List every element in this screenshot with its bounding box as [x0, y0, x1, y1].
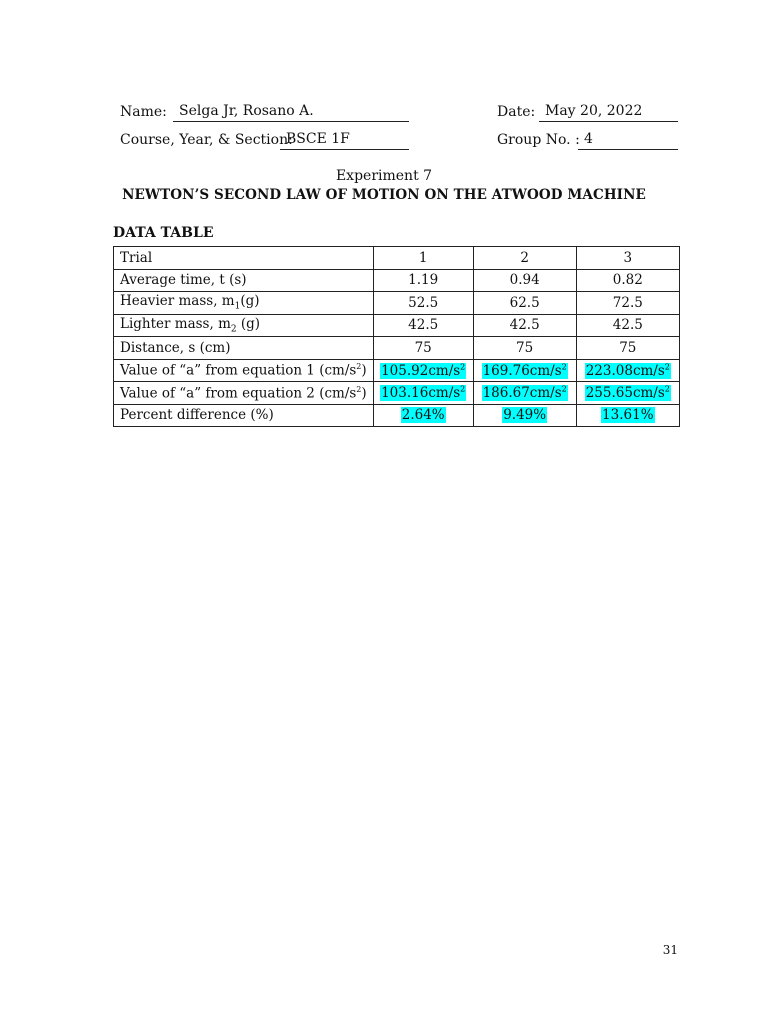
- name-label: Name:: [120, 104, 167, 120]
- course-field[interactable]: BSCE 1F: [280, 131, 409, 150]
- row-value-trial-3: 0.82: [576, 269, 679, 292]
- experiment-title: NEWTON’S SECOND LAW OF MOTION ON THE ATWOOD MACHINE: [122, 187, 646, 203]
- row-value-trial-1: 1.19: [373, 269, 473, 292]
- row-value-trial-3: $255.65cm/s^2$: [576, 382, 679, 405]
- row-label: Percent difference (%): [114, 404, 374, 427]
- row-label: Value of “a” from equation 2 $(cm/s^2)$: [114, 382, 374, 405]
- row-label: Value of “a” from equation 1 $(cm/s^2)$: [114, 359, 374, 382]
- table-row: [114, 382, 680, 405]
- table-row: [114, 404, 680, 427]
- row-label: Lighter mass, $m_2$ (g): [114, 314, 374, 337]
- experiment-number: Experiment 7: [335, 168, 433, 184]
- row-value-trial-1: 52.5: [373, 292, 473, 315]
- row-value-trial-2: 42.5: [473, 314, 576, 337]
- header-cell-trial: Trial: [114, 247, 374, 270]
- table-row: [114, 292, 680, 315]
- table-header-row: [114, 247, 680, 270]
- group-field[interactable]: 4: [578, 131, 678, 150]
- row-value-trial-1: $103.16cm/s^2$: [373, 382, 473, 405]
- row-value-trial-3: $223.08cm/s^2$: [576, 359, 679, 382]
- table-row: [114, 359, 680, 382]
- row-value-trial-1: 42.5: [373, 314, 473, 337]
- header-cell-trial-2: 2: [473, 247, 576, 270]
- row-value-trial-1: 2.64%: [373, 404, 473, 427]
- group-label: Group No. :: [497, 132, 580, 148]
- row-label: Distance, s (cm): [114, 337, 374, 360]
- row-value-trial-2: 9.49%: [473, 404, 576, 427]
- row-label: Average time, t (s): [114, 269, 374, 292]
- row-value-trial-3: 75: [576, 337, 679, 360]
- course-label: Course, Year, & Section:: [120, 132, 293, 148]
- row-value-trial-2: 62.5: [473, 292, 576, 315]
- name-field[interactable]: Selga Jr, Rosano A.: [173, 103, 409, 122]
- table-row: [114, 337, 680, 360]
- data-table: [113, 246, 680, 427]
- row-value-trial-1: 75: [373, 337, 473, 360]
- header-cell-trial-3: 3: [576, 247, 679, 270]
- row-value-trial-3: 42.5: [576, 314, 679, 337]
- row-value-trial-3: 72.5: [576, 292, 679, 315]
- header-cell-trial-1: 1: [373, 247, 473, 270]
- row-value-trial-2: $186.67cm/s^2$: [473, 382, 576, 405]
- table-row: [114, 314, 680, 337]
- date-label: Date:: [497, 104, 536, 120]
- row-value-trial-2: 0.94: [473, 269, 576, 292]
- date-field[interactable]: May 20, 2022: [539, 103, 678, 122]
- row-value-trial-3: 13.61%: [576, 404, 679, 427]
- row-value-trial-1: $105.92cm/s^2$: [373, 359, 473, 382]
- row-value-trial-2: 75: [473, 337, 576, 360]
- row-label: Heavier mass, $m_1(g)$: [114, 292, 374, 315]
- table-row: [114, 269, 680, 292]
- row-value-trial-2: $169.76cm/s^2$: [473, 359, 576, 382]
- data-table-label: DATA TABLE: [113, 225, 214, 241]
- page-number: 31: [662, 943, 678, 957]
